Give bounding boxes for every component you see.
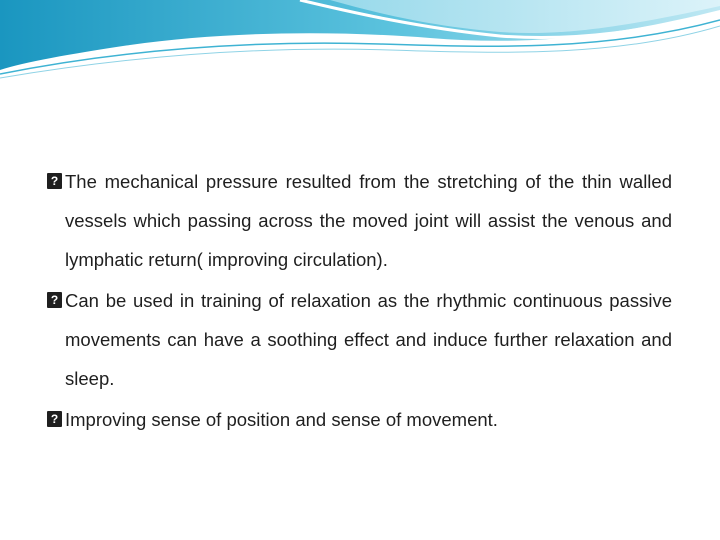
bullet-item <box>47 400 672 439</box>
bullet-text: The mechanical pressure resulted from the stretching of the thin walled vessels which passing across the moved joint will assist the venous and lymphatic return( improving circulation). <box>65 171 672 270</box>
bullet-marker-icon: ? <box>47 173 62 189</box>
bullet-item <box>47 281 672 398</box>
bullet-marker-icon: ? <box>47 292 62 308</box>
bullet-text: Can be used in training of relaxation as the rhythmic continuous passive movements can have a soothing effect and induce further relaxation and sleep. <box>65 290 672 389</box>
header-wave-decoration <box>0 0 720 90</box>
bullet-list <box>47 162 672 441</box>
bullet-item <box>47 162 672 279</box>
bullet-text: Improving sense of position and sense of movement. <box>65 409 498 430</box>
bullet-marker-icon: ? <box>47 411 62 427</box>
